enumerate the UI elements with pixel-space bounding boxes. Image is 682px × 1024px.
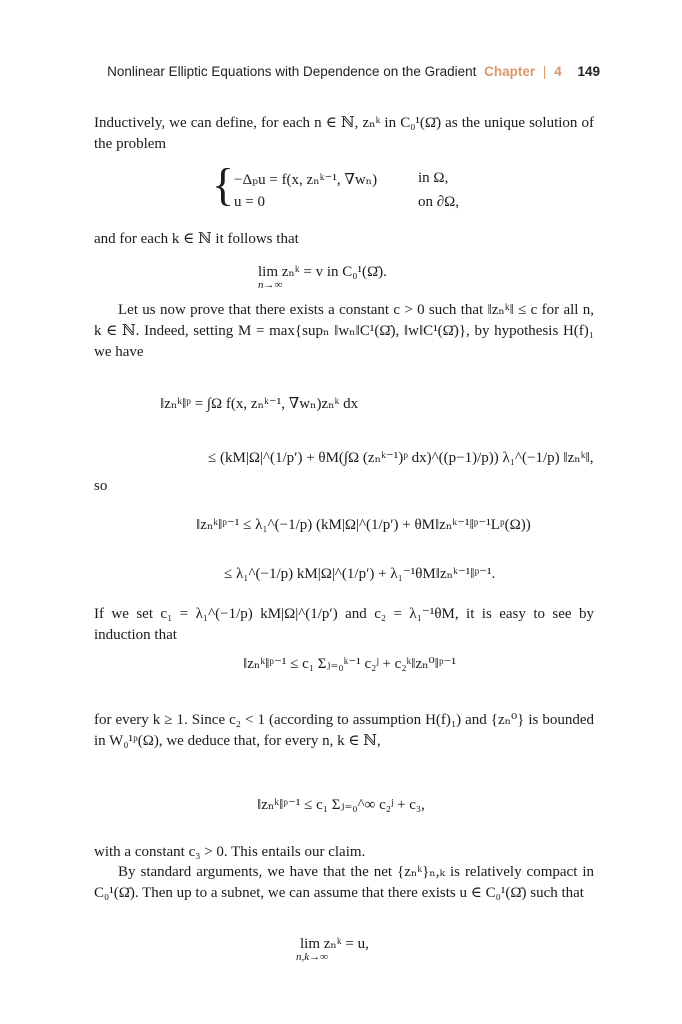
paragraph-6: with a constant c₃ > 0. This entails our claim. [94,844,366,860]
chapter-separator: | [542,64,547,79]
limit-equation-1-subscript: n→∞ [258,279,283,291]
left-brace: { [212,159,235,210]
pde-line-2-domain: on ∂Ω, [418,194,460,210]
running-header [107,64,600,79]
sum-equation-1: ‖zₙᵏ‖ᵖ⁻¹ ≤ c₁ Σⱼ₌₀ᵏ⁻¹ c₂ʲ + c₂ᵏ‖zₙ⁰‖ᵖ⁻¹ [243,656,456,672]
limit-equation-1 [258,262,387,291]
pde-line-1-domain: in Ω, [418,170,449,186]
word-so: so [94,478,108,494]
norm-equation-3: ‖zₙᵏ‖ᵖ⁻¹ ≤ λ₁^(−1/p) (kM|Ω|^(1/p′) + θM‖zₙᵏ⁻¹‖ᵖ⁻¹Lᵖ(Ω)) [196,517,531,533]
running-title: Nonlinear Elliptic Equations with Dependence on the Gradient [107,64,477,79]
boundary-problem [212,159,492,218]
paragraph-3: Let us now prove that there exists a constant c > 0 such that ‖zₙᵏ‖ ≤ c for all n, k ∈ ℕ. Indeed, setting M = max{supₙ ‖wₙ‖C¹(Ω̄), ‖w‖C¹(Ω̄)}, by hypothesis H(f)₁ we have [94,302,594,360]
limit-equation-2-body: lim zₙᵏ = u, [300,936,369,952]
sum-equation-2: ‖zₙᵏ‖ᵖ⁻¹ ≤ c₁ Σⱼ₌₀^∞ c₂ʲ + c₃, [257,797,425,813]
norm-equation-1: ‖zₙᵏ‖ᵖ = ∫Ω f(x, zₙᵏ⁻¹, ∇wₙ)zₙᵏ dx [160,396,359,412]
limit-equation-2-subscript: n,k→∞ [296,951,328,963]
pde-line-1: −Δₚu = f(x, zₙᵏ⁻¹, ∇wₙ) [234,172,378,188]
norm-equation-2: ≤ (kM|Ω|^(1/p′) + θM(∫Ω (zₙᵏ⁻¹)ᵖ dx)^((p−1)/p)) λ₁^(−1/p) ‖zₙᵏ‖, [208,450,594,466]
chapter-number: 4 [554,64,562,79]
pde-line-2: u = 0 [234,194,265,210]
limit-equation-1-body: lim zₙᵏ = v in C₀¹(Ω̄). [258,264,387,280]
paragraph-5: for every k ≥ 1. Since c₂ < 1 (according to assumption H(f)₁) and {zₙ⁰} is bounded in W₀¹ᵖ(Ω), we deduce that, for every n, k ∈ ℕ, [94,712,594,749]
paragraph-4: If we set c₁ = λ₁^(−1/p) kM|Ω|^(1/p′) and c₂ = λ₁⁻¹θM, it is easy to see by induction that [94,606,594,643]
page-number: 149 [577,64,600,79]
norm-equation-4: ≤ λ₁^(−1/p) kM|Ω|^(1/p′) + λ₁⁻¹θM‖zₙᵏ⁻¹‖ᵖ⁻¹. [224,566,496,582]
paragraph-7: By standard arguments, we have that the net {zₙᵏ}ₙ,ₖ is relatively compact in C₀¹(Ω̄). Then up to a subnet, we can assume that there exists u ∈ C₀¹(Ω̄) such that [94,864,594,901]
limit-equation-2 [296,934,369,963]
paragraph-1: Inductively, we can define, for each n ∈ ℕ, zₙᵏ in C₀¹(Ω̄) as the unique solution of the problem [94,115,594,152]
paragraph-2: and for each k ∈ ℕ it follows that [94,231,299,247]
chapter-label: Chapter [484,64,536,79]
